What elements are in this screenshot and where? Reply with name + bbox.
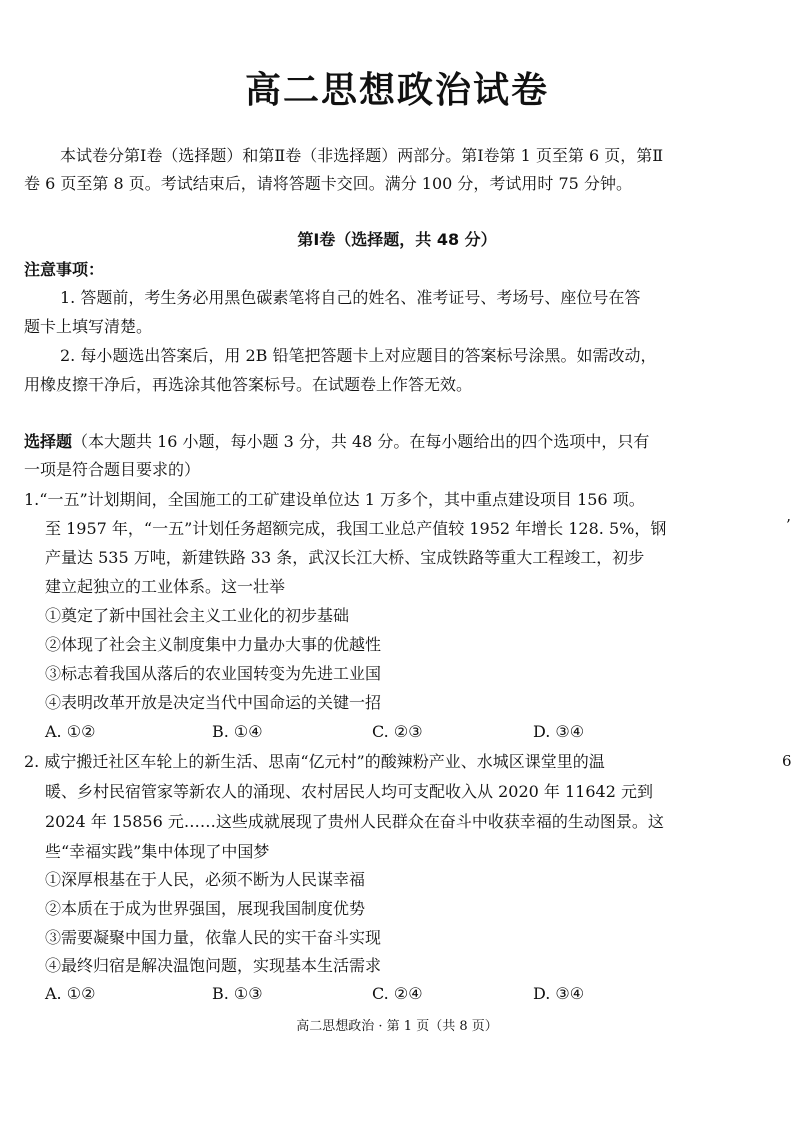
margin-mark-1: ’ <box>786 516 791 534</box>
notes-heading: 注意事项： <box>24 260 105 279</box>
q2-stem-line-1: 2. 威宁搬迁社区车轮上的新生活、思南“亿元村”的酸辣粉产业、水城区课堂里的温 <box>24 752 605 771</box>
section-title: 第Ⅰ卷（选择题，共 48 分） <box>297 230 497 249</box>
q2-option-d[interactable]: D. ③④ <box>533 984 585 1003</box>
q1-option-d[interactable]: D. ③④ <box>533 722 585 741</box>
q1-item-2: ②体现了社会主义制度集中力量办大事的优越性 <box>45 635 382 654</box>
q2-stem-line-2: 暖、乡村民宿管家等新农人的涌现、农村居民人均可支配收入从 2020 年 11642 元到 <box>45 782 653 801</box>
q2-item-4: ④最终归宿是解决温饱问题，实现基本生活需求 <box>45 956 382 975</box>
q1-option-b[interactable]: B. ①④ <box>212 722 263 741</box>
q1-stem-line-3: 产量达 535 万吨，新建铁路 33 条，武汉长江大桥、宝成铁路等重大工程竣工，初步 <box>45 548 645 567</box>
q2-item-3: ③需要凝聚中国力量，依靠人民的实干奋斗实现 <box>45 928 382 947</box>
q1-item-1: ①奠定了新中国社会主义工业化的初步基础 <box>45 606 350 625</box>
q1-item-3: ③标志着我国从落后的农业国转变为先进工业国 <box>45 664 382 683</box>
page-footer: 高二思想政治 · 第 1 页（共 8 页） <box>296 1019 498 1034</box>
note-2-line-2: 用橡皮擦干净后，再选涂其他答案标号。在试题卷上作答无效。 <box>24 375 473 394</box>
mc-header-rest: （本大题共 16 小题，每小题 3 分，共 48 分。在每小题给出的四个选项中，只有 <box>72 432 650 451</box>
note-1-line-1: 1. 答题前，考生务必用黑色碳素笔将自己的姓名、准考证号、考场号、座位号在答 <box>60 288 641 307</box>
q1-stem-line-4: 建立起独立的工业体系。这一壮举 <box>45 577 286 596</box>
q2-stem-line-3: 2024 年 15856 元……这些成就展现了贵州人民群众在奋斗中收获幸福的生动图景。这 <box>45 812 664 831</box>
q2-option-b[interactable]: B. ①③ <box>212 984 263 1003</box>
q1-option-a[interactable]: A. ①② <box>45 722 96 741</box>
q2-item-2: ②本质在于成为世界强国，展现我国制度优势 <box>45 899 366 918</box>
intro-line-2: 卷 6 页至第 8 页。考试结束后，请将答题卡交回。满分 100 分，考试用时 75 分钟。 <box>24 174 632 193</box>
note-2-line-1: 2. 每小题选出答案后，用 2B 铅笔把答题卡上对应题目的答案标号涂黑。如需改动， <box>60 346 657 365</box>
mc-header-line-1 <box>24 432 649 452</box>
q2-option-a[interactable]: A. ①② <box>45 984 96 1003</box>
q1-options <box>0 722 794 742</box>
q2-option-c[interactable]: C. ②④ <box>372 984 423 1003</box>
q2-options <box>0 984 794 1004</box>
intro-line-1: 本试卷分第Ⅰ卷（选择题）和第Ⅱ卷（非选择题）两部分。第Ⅰ卷第 1 页至第 6 页，第Ⅱ <box>60 146 664 165</box>
mc-header-line-2: 一项是符合题目要求的） <box>24 460 201 479</box>
margin-mark-2: 6 <box>782 752 792 770</box>
q1-stem-line-1: 1.“一五”计划期间，全国施工的工矿建设单位达 1 万多个，其中重点建设项目 156 项。 <box>24 490 645 509</box>
q2-item-1: ①深厚根基在于人民，必须不断为人民谋幸福 <box>45 870 366 889</box>
exam-title: 高二思想政治试卷 <box>244 70 549 111</box>
mc-header-label: 选择题 <box>24 432 73 451</box>
q1-option-c[interactable]: C. ②③ <box>372 722 423 741</box>
q1-item-4: ④表明改革开放是决定当代中国命运的关键一招 <box>45 693 382 712</box>
q2-stem-line-4: 些“幸福实践”集中体现了中国梦 <box>45 842 270 861</box>
note-1-line-2: 题卡上填写清楚。 <box>24 317 153 336</box>
q1-stem-line-2: 至 1957 年，“一五”计划任务超额完成，我国工业总产值较 1952 年增长 128. 5%，钢 <box>45 519 667 538</box>
